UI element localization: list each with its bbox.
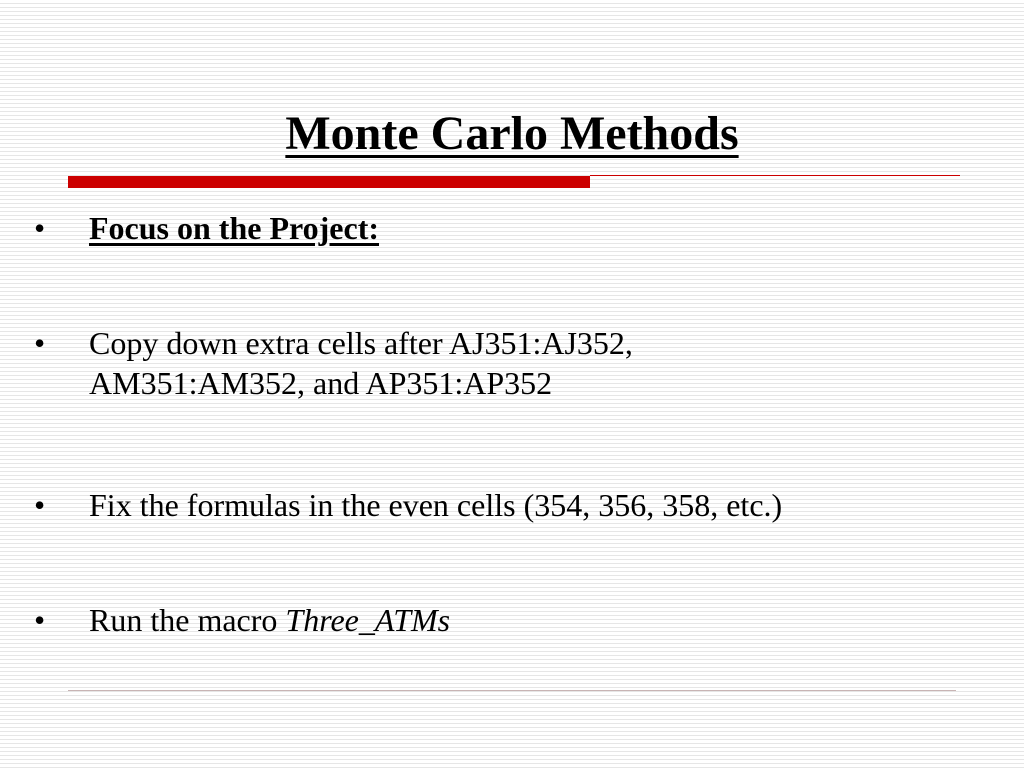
bullet-text: Fix the formulas in the even cells (354, 356, 358, etc.) (89, 487, 783, 523)
bullet-marker: • (34, 487, 46, 523)
slide-title: Monte Carlo Methods (285, 107, 739, 160)
bullet-text-line-2: AM351:AM352, and AP351:AP352 (89, 365, 553, 401)
run-macro-prefix: Run the macro (89, 602, 286, 638)
bullet-text (89, 600, 989, 640)
bullet-marker: • (34, 325, 46, 361)
footer-rule (68, 690, 956, 691)
bullet-text (89, 323, 989, 403)
bullet-marker: • (34, 210, 46, 246)
bullet-text-line-1: Copy down extra cells after AJ351:AJ352, (89, 325, 633, 361)
macro-name: Three_ATMs (285, 602, 451, 638)
bullet-marker: • (34, 602, 46, 638)
bullet-heading-text: Focus on the Project: (89, 210, 379, 246)
